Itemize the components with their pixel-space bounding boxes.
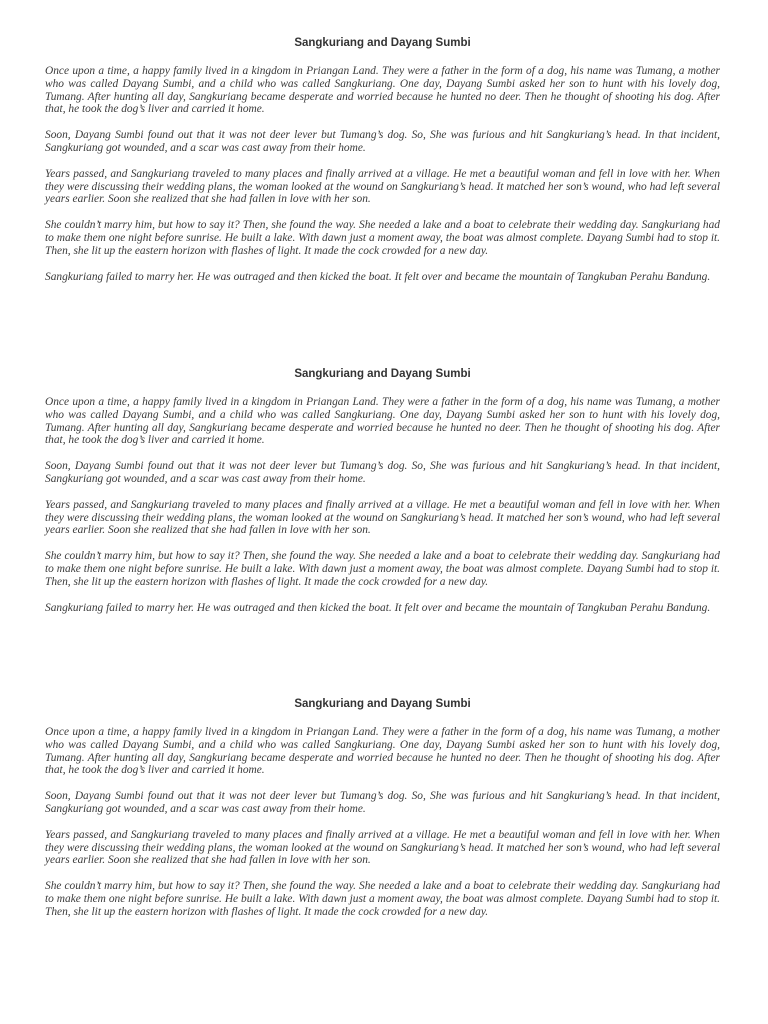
story-section-2	[45, 367, 720, 614]
story-paragraph: Sangkuriang failed to marry her. He was outraged and then kicked the boat. It felt over and became the mountain of Tangkuban Perahu Bandung.	[45, 601, 711, 614]
story-paragraph: Sangkuriang failed to marry her. He was outraged and then kicked the boat. It felt over and became the mountain of Tangkuban Perahu Bandung.	[45, 270, 711, 283]
story-title: Sangkuriang and Dayang Sumbi	[294, 368, 471, 380]
story-paragraph: Soon, Dayang Sumbi found out that it was not deer lever but Tumang’s dog. So, She was furious and hit Sangkuriang’s head. In that incident, Sangkuriang got wounded, and a scar was cast away from their home.	[45, 129, 720, 154]
story-paragraph: Years passed, and Sangkuriang traveled to many places and finally arrived at a village. He met a beautiful woman and fell in love with her. When they were discussing their wedding plans, the woman looked at the wound on Sangkuriang’s head. It matched her son’s wound, who had left several years earlier. Soon she realized that she had fallen in love with her son.	[45, 167, 720, 206]
story-title: Sangkuriang and Dayang Sumbi	[294, 698, 471, 710]
story-paragraph: Soon, Dayang Sumbi found out that it was not deer lever but Tumang’s dog. So, She was furious and hit Sangkuriang’s head. In that incident, Sangkuriang got wounded, and a scar was cast away from their home.	[45, 790, 720, 815]
story-paragraph: Once upon a time, a happy family lived in a kingdom in Priangan Land. They were a father in the form of a dog, his name was Tumang, a mother who was called Dayang Sumbi, and a child who was called Sangkuriang. One day, Dayang Sumbi asked her son to hunt with his lovely dog, Tumang. After hunting all day, Sangkuriang became desperate and worried because he hunted no deer. Then he thought of shooting his dog. After that, he took the dog’s liver and carried it home.	[45, 396, 720, 447]
story-title: Sangkuriang and Dayang Sumbi	[294, 37, 471, 49]
story-paragraph: She couldn’t marry him, but how to say it? Then, she found the way. She needed a lake and a boat to celebrate their wedding day. Sangkuriang had to make them one night before sunrise. He built a lake. With dawn just a moment away, the boat was almost complete. Dayang Sumbi had to stop it. Then, she lit up the eastern horizon with flashes of light. It made the cock crowded for a new day.	[45, 550, 720, 588]
story-paragraph: She couldn’t marry him, but how to say it? Then, she found the way. She needed a lake and a boat to celebrate their wedding day. Sangkuriang had to make them one night before sunrise. He built a lake. With dawn just a moment away, the boat was almost complete. Dayang Sumbi had to stop it. Then, she lit up the eastern horizon with flashes of light. It made the cock crowded for a new day.	[45, 219, 720, 257]
story-paragraph: She couldn’t marry him, but how to say it? Then, she found the way. She needed a lake and a boat to celebrate their wedding day. Sangkuriang had to make them one night before sunrise. He built a lake. With dawn just a moment away, the boat was almost complete. Dayang Sumbi had to stop it. Then, she lit up the eastern horizon with flashes of light. It made the cock crowded for a new day.	[45, 880, 720, 918]
story-paragraph: Years passed, and Sangkuriang traveled to many places and finally arrived at a village. He met a beautiful woman and fell in love with her. When they were discussing their wedding plans, the woman looked at the wound on Sangkuriang’s head. It matched her son’s wound, who had left several years earlier. Soon she realized that she had fallen in love with her son.	[45, 828, 720, 867]
story-paragraph: Soon, Dayang Sumbi found out that it was not deer lever but Tumang’s dog. So, She was furious and hit Sangkuriang’s head. In that incident, Sangkuriang got wounded, and a scar was cast away from their home.	[45, 460, 720, 485]
story-paragraph: Once upon a time, a happy family lived in a kingdom in Priangan Land. They were a father in the form of a dog, his name was Tumang, a mother who was called Dayang Sumbi, and a child who was called Sangkuriang. One day, Dayang Sumbi asked her son to hunt with his lovely dog, Tumang. After hunting all day, Sangkuriang became desperate and worried because he hunted no deer. Then he thought of shooting his dog. After that, he took the dog’s liver and carried it home.	[45, 65, 720, 116]
story-section-3	[45, 697, 720, 919]
story-paragraph: Once upon a time, a happy family lived in a kingdom in Priangan Land. They were a father in the form of a dog, his name was Tumang, a mother who was called Dayang Sumbi, and a child who was called Sangkuriang. One day, Dayang Sumbi asked her son to hunt with his lovely dog, Tumang. After hunting all day, Sangkuriang became desperate and worried because he hunted no deer. Then he thought of shooting his dog. After that, he took the dog’s liver and carried it home.	[45, 726, 720, 777]
story-section-1	[45, 36, 720, 283]
story-paragraph: Years passed, and Sangkuriang traveled to many places and finally arrived at a village. He met a beautiful woman and fell in love with her. When they were discussing their wedding plans, the woman looked at the wound on Sangkuriang’s head. It matched her son’s wound, who had left several years earlier. Soon she realized that she had fallen in love with her son.	[45, 498, 720, 537]
